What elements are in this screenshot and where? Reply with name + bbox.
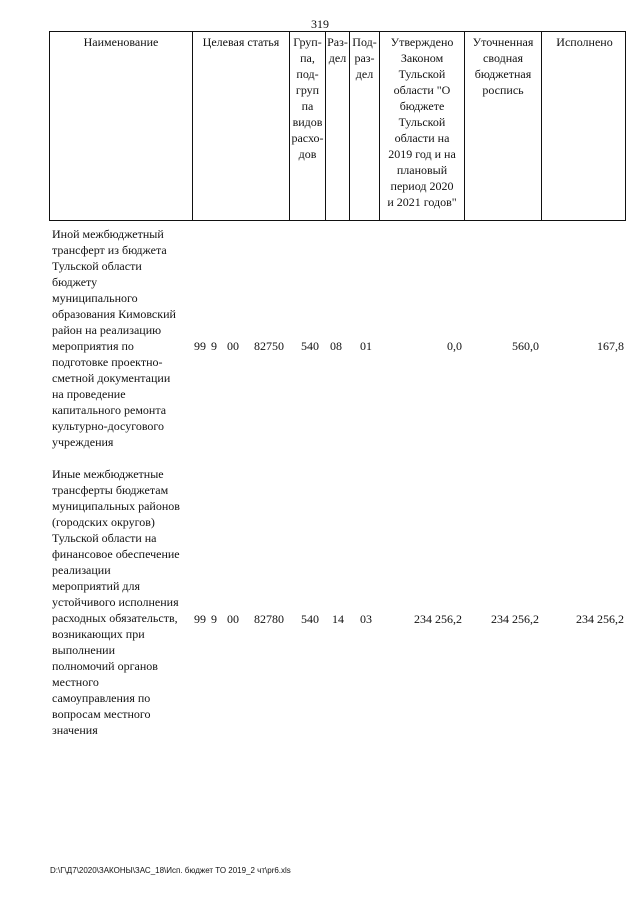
group-cell: 540 [301, 612, 319, 626]
section-cell: 08 [330, 339, 342, 353]
row-name: Иной межбюджетный трансферт из бюджета Тульской области бюджету муниципального образования Кимовский район на реализацию мероприятия по подготовке проектно- сметной документации на проведение капитального ремонта культурно-досугового учреждения [52, 227, 176, 449]
target-part: 9 [211, 339, 217, 353]
subsection-cell: 01 [360, 339, 372, 353]
executed-cell: 234 256,2 [576, 612, 624, 626]
group-cell: 540 [301, 339, 319, 353]
header-target: Целевая статья [192, 32, 289, 220]
header-executed: Исполнено [541, 32, 627, 220]
target-part: 00 [227, 339, 239, 353]
header-subsection: Под- раз- дел [349, 32, 379, 220]
target-part: 9 [211, 612, 217, 626]
subsection-cell: 03 [360, 612, 372, 626]
header-section: Раз- дел [325, 32, 349, 220]
executed-cell: 167,8 [597, 339, 624, 353]
approved-cell: 234 256,2 [414, 612, 462, 626]
row-name: Иные межбюджетные трансферты бюджетам муниципальных районов (городских округов) Тульской области на финансовое обеспечение реализации мероприятий для устойчивого исполнения расходных обязательств, возникающих при выполнении полномочий органов местного самоуправления по вопросам местного значения [52, 467, 180, 737]
header-refined: Уточненная сводная бюджетная роспись [464, 32, 541, 220]
table-row [49, 466, 626, 742]
refined-cell: 560,0 [512, 339, 539, 353]
footer-path: D:\Г\Д7\2020\ЗАКОНЫ\ЗАС_18\Исп. бюджет ТО 2019_2 чт\pr6.xls [50, 866, 291, 875]
refined-cell: 234 256,2 [491, 612, 539, 626]
target-part: 00 [227, 612, 239, 626]
header-name: Наименование [83, 35, 159, 49]
target-part: 99 [194, 339, 206, 353]
target-part: 82750 [254, 339, 284, 353]
table-header [49, 31, 626, 221]
approved-cell: 0,0 [447, 339, 462, 353]
table-row [49, 226, 626, 456]
page-number: 319 [311, 17, 329, 31]
target-part: 99 [194, 612, 206, 626]
target-part: 82780 [254, 612, 284, 626]
header-group: Груп- па, под- груп па видов расхо- дов [289, 32, 325, 220]
header-approved: Утверждено Законом Тульской области "О бюджете Тульской области на 2019 год и на плановый период 2020 и 2021 годов" [379, 32, 464, 220]
section-cell: 14 [332, 612, 344, 626]
